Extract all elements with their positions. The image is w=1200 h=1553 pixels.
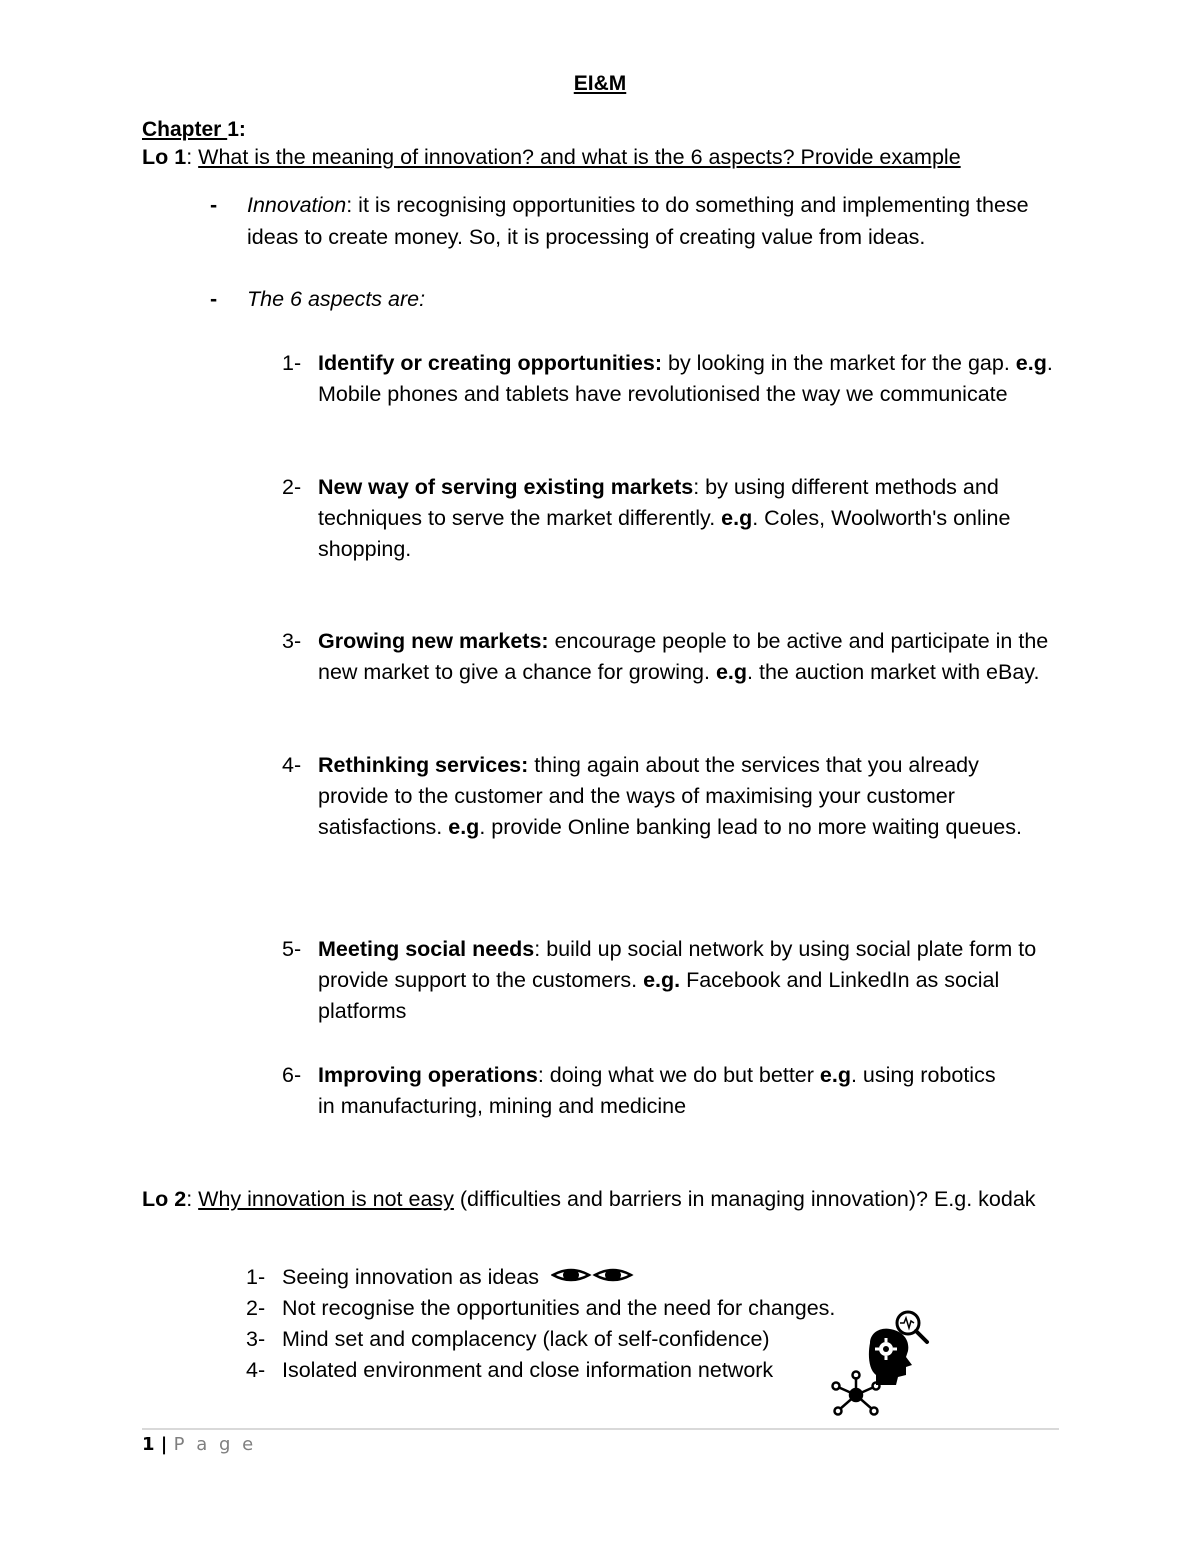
document-page: EI&M Chapter 1: Lo 1: What is the meaning of innovation? and what is the 6 aspects? Provide example - Innovation: it is recognising opportunities to do something and implementing these ideas to create money. So, it is processing of creating value from ideas. - The 6 aspects are: 1- Identify or creating opportunities: by looking in the market for the gap. e.g. Mobile phones and tablets have revolutionised the way we communicate 2- New way of serving existing markets: by using different methods and techniques to serve the market differently. e.g. Coles, Woolworth's online shopping. 3- Growing new markets: encourage people to be active and participate in the new market to give a chance for growing. e.g. the auction market with eBay. 4- Rethinking services: thing again about the services that you already provide to the customer and the ways of maximising your customer satisfactions. e.g. provide Online banking lead to no more waiting queues. 5- Meeting social needs: build up social network by using social plate form to provide support to the customers. e.g. Facebook and LinkedIn as social platforms 6- Improving operations: doing what we do but better e.g. using robotics in manufacturing, mining and medicine Lo 2: Why innovation is not easy (difficulties and barriers in managing innovation)? E.g. kodak 1- Seeing innovation as ideas 2- Not recognise the opportunities and the need for changes. 3- Mind set and complacency (lack of self-confidence) 4- Isolated environment and close information network 1 | P a g e — [0, 0, 1200, 1553]
aspect-title: Meeting social needs — [318, 937, 535, 961]
innovation-term: Innovation — [247, 193, 347, 217]
aspect-title: Growing new markets: — [318, 629, 549, 653]
lo2-question: Why innovation is not easy — [198, 1187, 454, 1211]
lo2-rest: (difficulties and barriers in managing innovation)? E.g. kodak — [453, 1187, 1036, 1211]
page-label: P a g e — [173, 1434, 257, 1455]
lo1-sep: : — [186, 145, 199, 169]
document-title: EI&M — [573, 72, 627, 95]
difficulty-item: 1- Seeing innovation as ideas — [246, 1262, 635, 1294]
footer-divider — [142, 1428, 1059, 1430]
lo1-label: Lo 1 — [142, 145, 187, 169]
network-icon — [833, 1372, 880, 1415]
aspect-title: Improving operations — [318, 1063, 538, 1087]
chapter-label: Chapter — [142, 118, 228, 141]
aspect-title: New way of serving existing markets — [318, 475, 694, 499]
lo2-label: Lo 2 — [142, 1187, 187, 1211]
lo1-heading — [142, 142, 1062, 173]
aspect-title: Identify or creating opportunities: — [318, 351, 663, 375]
chapter-number: 1: — [227, 118, 246, 141]
aspects-heading-text: The 6 aspects are: — [247, 287, 426, 311]
innovation-text: : it is recognising opportunities to do something and implementing these ideas to create money. So, it is processing of creating value from ideas. — [247, 193, 1029, 249]
difficulty-item: 4- Isolated environment and close information network — [246, 1358, 774, 1382]
innovation-icons — [826, 1305, 936, 1417]
page-number: 1 — [142, 1434, 155, 1455]
aspect-title: Rethinking services: — [318, 753, 529, 777]
lo1-question: What is the meaning of innovation? and what is the 6 aspects? Provide example — [198, 145, 961, 169]
difficulty-item: 3- Mind set and complacency (lack of self-confidence) — [246, 1327, 770, 1351]
difficulty-item: 2- Not recognise the opportunities and the need for changes. — [246, 1296, 836, 1320]
chapter-heading — [142, 118, 246, 142]
eye-icon — [551, 1263, 635, 1294]
head-gear-icon — [869, 1329, 912, 1385]
lo2-heading: Lo 2: Why innovation is not easy (difficulties and barriers in managing innovation)? E.g. kodak — [142, 1187, 1036, 1211]
page-footer: 1 | P a g e — [142, 1434, 257, 1455]
